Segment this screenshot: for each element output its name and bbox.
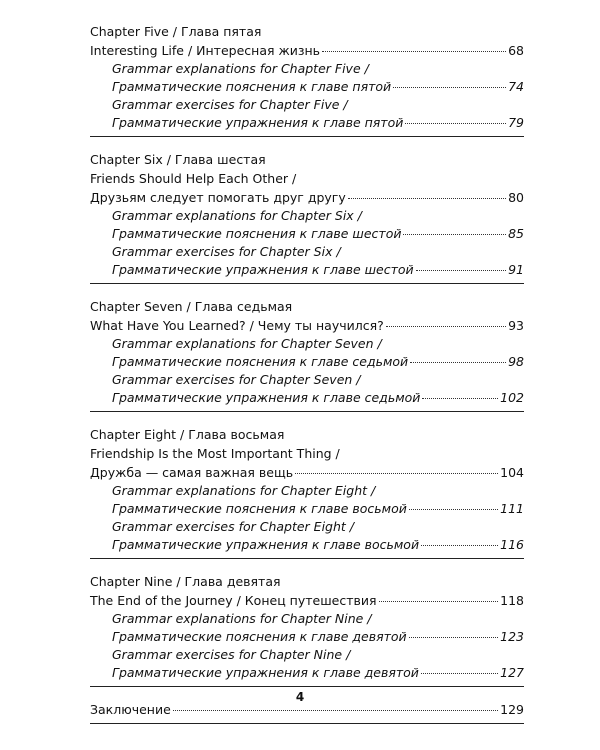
subentry-entry[interactable] xyxy=(112,225,524,243)
entry-text: What Have You Learned? / Чему ты научился? xyxy=(90,318,384,333)
chapter-heading: Chapter Six / Глава шестая xyxy=(90,152,266,167)
dot-leader xyxy=(405,123,506,124)
subentry-line: Grammar explanations for Chapter Eight / xyxy=(112,483,376,498)
entry-page-number: 129 xyxy=(500,702,524,717)
dot-leader xyxy=(379,601,499,602)
chapter-heading: Chapter Five / Глава пятая xyxy=(90,24,262,39)
entry-page-number: 102 xyxy=(500,390,524,405)
chapter-heading: Chapter Eight / Глава восьмая xyxy=(90,427,285,442)
page-number: 4 xyxy=(295,690,305,704)
chapter-block xyxy=(90,572,524,687)
subentry-entry[interactable] xyxy=(112,500,524,518)
entry-page-number: 68 xyxy=(508,43,524,58)
entry-text: Грамматические упражнения к главе девятой xyxy=(112,665,419,680)
entry-text: Заключение xyxy=(90,702,171,717)
dot-leader xyxy=(409,637,498,638)
dot-leader xyxy=(348,198,506,199)
dot-leader xyxy=(322,51,506,52)
entry-text: Interesting Life / Интересная жизнь xyxy=(90,43,321,58)
chapter-title-entry[interactable] xyxy=(90,188,524,207)
entry-text: Грамматические упражнения к главе пятой xyxy=(112,115,404,130)
subentry-line: Grammar exercises for Chapter Nine / xyxy=(112,647,351,662)
entry-page-number: 123 xyxy=(500,629,524,644)
entry-text: Грамматические упражнения к главе шестой xyxy=(112,262,414,277)
entry-page-number: 98 xyxy=(508,354,524,369)
chapter-heading: Chapter Seven / Глава седьмая xyxy=(90,299,293,314)
subentry-line: Grammar exercises for Chapter Six / xyxy=(112,244,341,259)
subentry-line: Grammar exercises for Chapter Eight / xyxy=(112,519,354,534)
chapter-block xyxy=(90,297,524,412)
section-divider xyxy=(90,411,524,412)
chapter-subentries xyxy=(90,60,524,132)
chapter-heading: Chapter Nine / Глава девятая xyxy=(90,574,281,589)
entry-page-number: 91 xyxy=(508,262,524,277)
entry-text: Грамматические пояснения к главе девятой xyxy=(112,629,407,644)
subentry-line: Grammar exercises for Chapter Five / xyxy=(112,97,348,112)
entry-text: Грамматические пояснения к главе седьмой xyxy=(112,354,409,369)
subentry-line: Grammar exercises for Chapter Seven / xyxy=(112,372,361,387)
chapter-title-entry[interactable] xyxy=(90,41,524,60)
entry-page-number: 85 xyxy=(508,226,524,241)
subentry-line: Grammar explanations for Chapter Six / xyxy=(112,208,362,223)
subentry-entry[interactable] xyxy=(112,114,524,132)
dot-leader xyxy=(421,673,498,674)
chapter-title-line: Friends Should Help Each Other / xyxy=(90,171,297,186)
entry-page-number: 80 xyxy=(508,190,524,205)
chapter-block xyxy=(90,150,524,284)
section-divider xyxy=(90,686,524,687)
entry-text: Грамматические пояснения к главе восьмой xyxy=(112,501,407,516)
subentry-entry[interactable] xyxy=(112,261,524,279)
entry-page-number: 111 xyxy=(500,501,524,516)
chapter-subentries xyxy=(90,610,524,682)
entry-page-number: 74 xyxy=(508,79,524,94)
entry-page-number: 104 xyxy=(500,465,524,480)
chapter-block xyxy=(90,425,524,559)
dot-leader xyxy=(410,362,506,363)
chapter-subentries xyxy=(90,207,524,279)
entry-text: Грамматические пояснения к главе пятой xyxy=(112,79,392,94)
subentry-entry[interactable] xyxy=(112,664,524,682)
entry-page-number: 93 xyxy=(508,318,524,333)
dot-leader xyxy=(422,398,498,399)
subentry-entry[interactable] xyxy=(112,628,524,646)
dot-leader xyxy=(403,234,506,235)
entry-text: Грамматические упражнения к главе седьмой xyxy=(112,390,421,405)
dot-leader xyxy=(421,545,498,546)
chapter-subentries xyxy=(90,335,524,407)
dot-leader xyxy=(386,326,506,327)
subentry-line: Grammar explanations for Chapter Seven / xyxy=(112,336,382,351)
chapter-subentries xyxy=(90,482,524,554)
dot-leader xyxy=(416,270,506,271)
entry-page-number: 118 xyxy=(500,593,524,608)
chapter-block xyxy=(90,22,524,137)
subentry-entry[interactable] xyxy=(112,353,524,371)
section-divider xyxy=(90,136,524,137)
subentry-line: Grammar explanations for Chapter Five / xyxy=(112,61,369,76)
entry-text: Грамматические пояснения к главе шестой xyxy=(112,226,402,241)
entry-text: The End of the Journey / Конец путешествия xyxy=(90,593,377,608)
section-divider xyxy=(90,283,524,284)
chapter-title-line: Friendship Is the Most Important Thing / xyxy=(90,446,340,461)
entry-text: Грамматические упражнения к главе восьмой xyxy=(112,537,420,552)
section-divider xyxy=(90,723,524,724)
dot-leader xyxy=(295,473,498,474)
chapter-title-entry[interactable] xyxy=(90,316,524,335)
dot-leader xyxy=(393,87,506,88)
subentry-line: Grammar explanations for Chapter Nine / xyxy=(112,611,372,626)
entry-page-number: 127 xyxy=(500,665,524,680)
subentry-entry[interactable] xyxy=(112,389,524,407)
entry-page-number: 79 xyxy=(508,115,524,130)
dot-leader xyxy=(409,509,498,510)
entry-text: Дружба — самая важная вещь xyxy=(90,465,294,480)
dot-leader xyxy=(173,710,498,711)
section-divider xyxy=(90,558,524,559)
entry-page-number: 116 xyxy=(500,537,524,552)
chapter-title-entry[interactable] xyxy=(90,463,524,482)
entry-text: Друзьям следует помогать друг другу xyxy=(90,190,346,205)
subentry-entry[interactable] xyxy=(112,78,524,96)
subentry-entry[interactable] xyxy=(112,536,524,554)
table-of-contents xyxy=(90,22,524,737)
chapter-title-entry[interactable] xyxy=(90,591,524,610)
